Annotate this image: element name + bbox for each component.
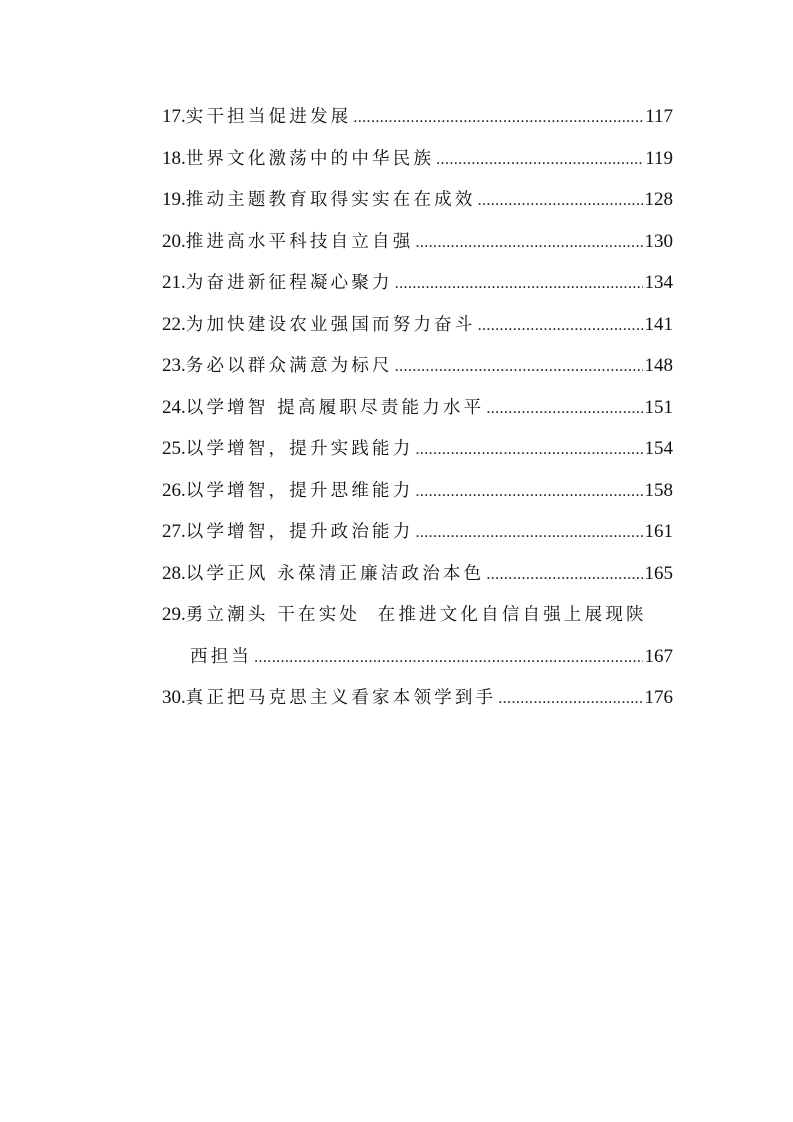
toc-entry-25[interactable] bbox=[162, 435, 673, 477]
toc-entry-23[interactable] bbox=[162, 352, 673, 394]
entry-page-number: 119 bbox=[645, 147, 673, 169]
entry-page-number: 167 bbox=[644, 645, 673, 667]
entry-page-number: 130 bbox=[644, 230, 673, 252]
toc-entry-20[interactable] bbox=[162, 228, 673, 270]
toc-entry-28[interactable] bbox=[162, 560, 673, 602]
entry-title: 推动主题教育取得实实在在成效 bbox=[185, 190, 476, 210]
entry-page-number: 141 bbox=[644, 313, 673, 335]
toc-entry-29[interactable] bbox=[162, 601, 673, 643]
entry-number: 19. bbox=[162, 189, 186, 210]
entry-title: 真正把马克思主义看家本领学到手 bbox=[185, 688, 497, 708]
entry-title: 以学增智，提升实践能力 bbox=[185, 439, 414, 459]
toc-entry-24[interactable] bbox=[162, 394, 673, 436]
toc-entry-19[interactable] bbox=[162, 186, 673, 228]
dot-leader bbox=[415, 229, 642, 257]
entry-page-number: 134 bbox=[644, 272, 673, 293]
entry-page-number: 148 bbox=[644, 355, 673, 376]
toc-entry-17[interactable] bbox=[162, 103, 673, 145]
entry-title: 以学增智，提升政治能力 bbox=[185, 522, 414, 542]
toc-entry-27[interactable] bbox=[162, 518, 673, 560]
entry-title: 以学增智 提高履职尽责能力水平 bbox=[185, 397, 485, 418]
entry-page-number: 117 bbox=[645, 106, 673, 127]
entry-page-number: 128 bbox=[644, 189, 673, 210]
dot-leader bbox=[486, 395, 642, 423]
dot-leader bbox=[486, 561, 642, 589]
entry-title: 世界文化激荡中的中华民族 bbox=[185, 148, 435, 169]
entry-page-number: 158 bbox=[644, 479, 673, 501]
dot-leader bbox=[395, 353, 643, 381]
entry-title: 以学增智，提升思维能力 bbox=[185, 480, 414, 501]
dot-leader bbox=[415, 519, 642, 547]
entry-number: 30. bbox=[162, 687, 186, 708]
toc-entry-18[interactable] bbox=[162, 145, 673, 187]
toc-entry-26[interactable] bbox=[162, 477, 673, 519]
toc-entry-29-continuation[interactable] bbox=[162, 643, 673, 685]
entry-title: 推进高水平科技自立自强 bbox=[185, 231, 414, 252]
entry-number: 25. bbox=[162, 438, 186, 459]
entry-page-number: 151 bbox=[644, 396, 673, 418]
entry-title: 为加快建设农业强国而努力奋斗 bbox=[185, 314, 476, 335]
toc-entry-22[interactable] bbox=[162, 311, 673, 353]
dot-leader bbox=[353, 104, 643, 132]
dot-leader bbox=[254, 644, 642, 672]
entry-number: 27. bbox=[162, 521, 186, 542]
toc-entry-21[interactable] bbox=[162, 269, 673, 311]
entry-number: 20. bbox=[162, 230, 186, 252]
entry-number: 22. bbox=[162, 313, 186, 335]
entry-title: 为奋进新征程凝心聚力 bbox=[185, 273, 393, 293]
table-of-contents bbox=[162, 103, 673, 726]
entry-title: 勇立潮头 干在实处 在推进文化自信自强上展现陕 bbox=[185, 605, 647, 625]
entry-title-continuation: 西担当 bbox=[190, 646, 253, 667]
entry-title: 以学正风 永葆清正廉洁政治本色 bbox=[185, 563, 485, 584]
dot-leader bbox=[478, 312, 643, 340]
entry-number: 23. bbox=[162, 355, 186, 376]
entry-number: 26. bbox=[162, 479, 186, 501]
entry-number: 21. bbox=[162, 272, 186, 293]
entry-number: 24. bbox=[162, 396, 186, 418]
dot-leader bbox=[478, 187, 643, 215]
entry-page-number: 165 bbox=[644, 562, 673, 584]
entry-title: 实干担当促进发展 bbox=[185, 107, 352, 127]
entry-page-number: 154 bbox=[644, 438, 673, 459]
toc-entry-30[interactable] bbox=[162, 684, 673, 726]
entry-number: 17. bbox=[162, 106, 186, 127]
dot-leader bbox=[436, 146, 643, 174]
entry-page-number: 176 bbox=[644, 687, 673, 708]
entry-title: 务必以群众满意为标尺 bbox=[185, 356, 393, 376]
entry-number: 29. bbox=[162, 604, 186, 625]
dot-leader bbox=[395, 270, 643, 298]
dot-leader bbox=[415, 478, 642, 506]
dot-leader bbox=[415, 436, 642, 464]
entry-number: 18. bbox=[162, 147, 186, 169]
entry-number: 28. bbox=[162, 562, 186, 584]
entry-page-number: 161 bbox=[644, 521, 673, 542]
dot-leader bbox=[498, 685, 642, 713]
